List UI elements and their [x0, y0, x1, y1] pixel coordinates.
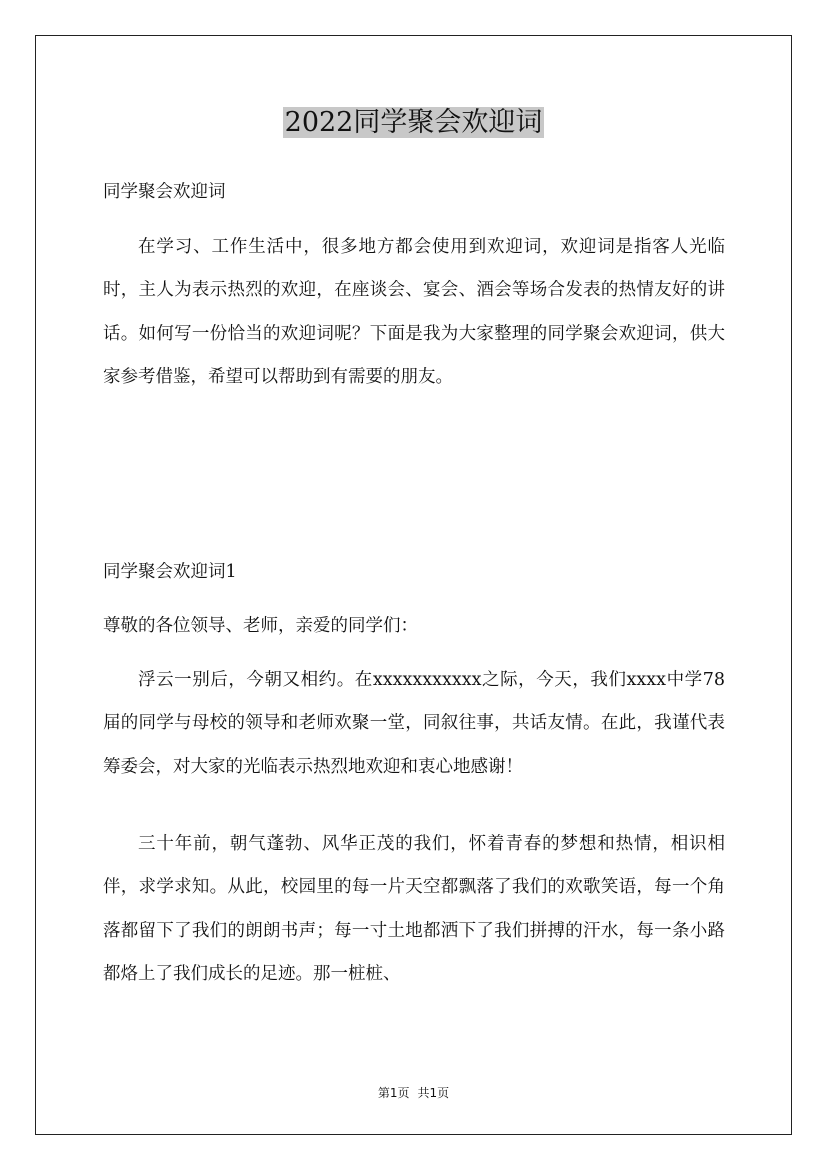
paragraph-2: 三十年前，朝气蓬勃、风华正茂的我们，怀着青春的梦想和热情，相识相伴，求学求知。从此，校园里的每一片天空都飘落了我们的欢歌笑语，每一个角落都留下了我们的朗朗书声；每一寸土地都洒下了我们拼搏的汗水，每一条小路都烙上了我们成长的足迹。那一桩桩、 — [103, 834, 725, 985]
intro-paragraph: 在学习、工作生活中，很多地方都会使用到欢迎词，欢迎词是指客人光临时，主人为表示热烈的欢迎，在座谈会、宴会、酒会等场合发表的热情友好的讲话。如何写一份恰当的欢迎词呢？下面是我为大家整理的同学聚会欢迎词，供大家参考借鉴，希望可以帮助到有需要的朋友。 — [103, 237, 725, 388]
document-title — [0, 104, 827, 142]
salutation: 尊敬的各位领导、老师，亲爱的同学们： — [103, 616, 418, 636]
document-subtitle: 同学聚会欢迎词 — [103, 182, 226, 202]
page-total: 共1页 — [417, 1086, 450, 1100]
section-heading: 同学聚会欢迎词1 — [103, 562, 237, 582]
page-footer — [0, 1084, 827, 1101]
paragraph-1: 浮云一别后，今朝又相约。在xxxxxxxxxxx之际，今天，我们xxxx中学78届的同学与母校的领导和老师欢聚一堂，同叙往事，共话友情。在此，我谨代表筹委会，对大家的光临表示热烈地欢迎和衷心地感谢！ — [103, 670, 725, 777]
page-number: 第1页 — [377, 1086, 410, 1100]
document-title-text: 2022同学聚会欢迎词 — [284, 107, 543, 138]
